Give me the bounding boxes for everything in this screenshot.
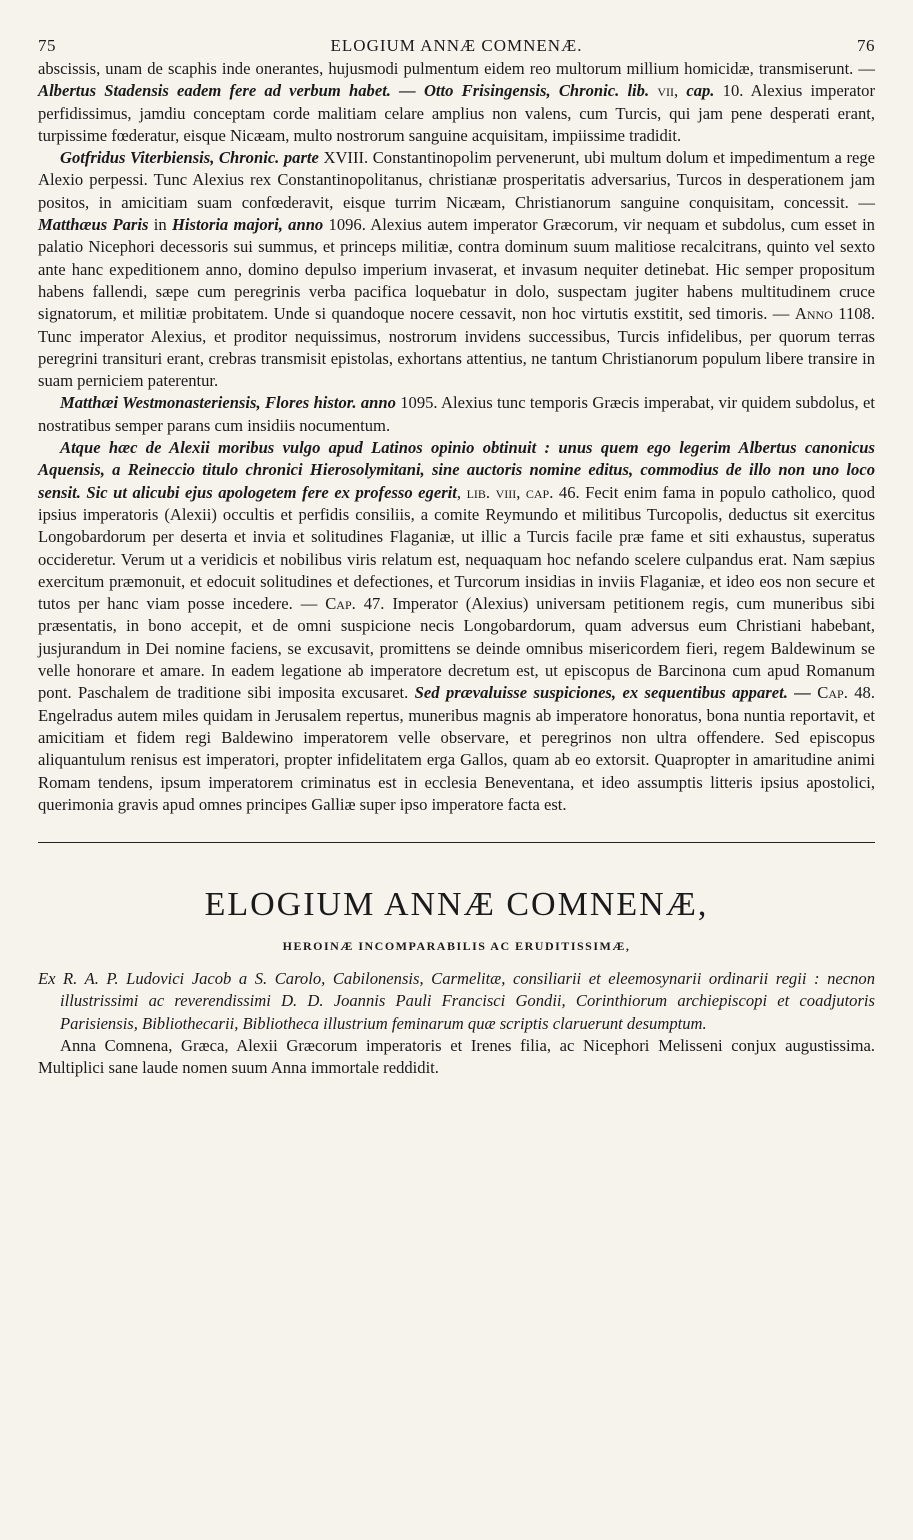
text-run: 46. Fecit enim fama in populo catholico, quod ipsius imperatoris (Alexii) occultis et perfidis consiliis, a comite Reymundo et militibus Turcopolis, deductus sit exercitus Longobardorum per deserta et invia et solitudines Flaganiæ, ut illic a Turcis facile præ fame et siti exhaustus, superatus occideretur. Verum ut a veridicis et nobilibus viris relatum est, nequaquam hoc nefando scelere culpandus erat. Nam sæpius exercitum præmonuit, et edocuit solitudines et defectiones, et Turcorum insidias in inviis Flaganiæ, et ideo eos non secure et tutos per hanc viam posse incedere. —: [38, 482, 875, 614]
citation: Historia majori, anno: [171, 215, 324, 235]
text-run: 10. Alexius imperator perfidissimus, jamdiu conceptam corde malitiam celare amplius non valens, cum Turcis, qui jam pene desperati erant, turpissime fœderatur, eisque Nicæam, multo nostrorum sanguine acquisitam, impiissime tradidit.: [38, 81, 876, 145]
section-divider: [38, 842, 875, 843]
paragraph-3: [38, 392, 875, 437]
text-run: lib. viii, cap.: [466, 482, 554, 502]
source-note: Ex R. A. P. Ludovici Jacob a S. Carolo, Cabilonensis, Carmelitæ, consiliarii et eleemosynarii ordinarii regii : necnon illustrissimi ac reverendissimi D. D. Joannis Pauli Francisci Gondii, Corinthiorum archiepiscopi et coadjutoris Parisiensis, Bibliothecarii, Bibliotheca illustrium feminarum quæ scriptis claruerunt desumptum.: [38, 969, 875, 1033]
text-run: XVIII. Constantinopolim pervenerunt, ubi multum dolum et impedimentum a rege Alexio perpessi. Tunc Alexius rex Constantinopolitanus, christianæ prosperitatis adversarius, Turcos in desperationem jam positos, in amicitiam suam confœderavit, eisque turrim Nicæam, Christianorum sanguine conquisitam, concessit. —: [38, 148, 875, 212]
running-title: ELOGIUM ANNÆ COMNENÆ.: [330, 36, 583, 55]
citation: cap.: [686, 81, 715, 101]
editor-note: Atque hæc de Alexii moribus vulgo apud Latinos opinio obtinuit : unus quem ego legerim Albertus canonicus Aquensis, a Reineccio titulo chronici Hierosolymitani, sine auctoris nomine editus, commodius de illo non uno loco sensit. Sic ut alicubi ejus apologetem fere ex professo egerit: [38, 438, 875, 502]
section-subtitle: HEROINÆ INCOMPARABILIS AC ERUDITISSIMÆ,: [282, 939, 631, 954]
main-text: [38, 58, 875, 816]
running-head: [38, 36, 875, 58]
page-number-left: 75: [38, 36, 56, 55]
text-run: abscissis, unam de scaphis inde onerantes, hujusmodi pulmentum eidem reo multorum millium homicidæ, transmiserunt. —: [38, 59, 875, 78]
citation: Matthæus Paris: [38, 215, 149, 235]
text-run: vii,: [649, 81, 687, 101]
citation: Gotfridus Viterbiensis, Chronic. parte: [60, 148, 319, 168]
intro-paragraph: Anna Comnena, Græca, Alexii Græcorum imperatoris et Irenes filia, ac Nicephori Melisseni conjux augustissima. Multiplici sane laude nomen suum Anna immortale reddidit.: [38, 1035, 875, 1078]
text-run: Cap.: [325, 594, 356, 614]
text-run: 1108. Tunc imperator Alexius, et proditor nequissimus, nostrorum invidens successibus, Turcis infidelibus, per quorum terras peregrini transituri erant, crebras transmisit epistolas, exhortans attentius, ne tantum Christianorum populum libere transire in suam perniciem paterentur.: [38, 304, 875, 391]
editor-note: Sed prævaluisse suspiciones, ex sequentibus apparet. —: [414, 683, 811, 703]
text-run: Cap.: [817, 683, 848, 703]
citation: Matthæi Westmonasteriensis, Flores histor. anno: [60, 393, 396, 413]
text-run: in: [148, 215, 172, 235]
paragraph-4: [38, 437, 875, 816]
text-run: 1096. Alexius autem imperator Græcorum, vir nequam et subdolus, cum esset in palatio Nicephori decessoris sui summus, et princeps militiæ, contra dominum suum malitiose recalcitrans, quinto vel sexto ante hanc expeditionem anno, domino depulso imperium invaserat, et invasum nequiter detinebat. Hic semper propositum habens fallendi, sæpe cum peregrinis verba pacifica loquebatur in dolo, suspectam jugiter habens multitudinem cruce signatorum, et militiæ probitatem. Unde si quandoque nocere cessavit, non hoc virtutis exstitit, sed timoris. —: [38, 215, 875, 324]
paragraph-1: [38, 58, 875, 147]
citation: Albertus Stadensis eadem fere ad verbum habet. — Otto Frisingensis, Chronic. lib.: [38, 81, 650, 101]
text-run: 48. Engelradus autem miles quidam in Jerusalem repertus, muneribus magnis ab imperatore honoratus, bona nuntia reportavit, et amicitiam et fidem regi Baldewino imperatorem velle observare, et peregrinos non ultra offendere. Sed episcopus aliquantulum renisus est imperatori, propter infidelitatem erga Gallos, quam ab eo extorsit. Quapropter in amaritudine animi Romam tendens, ipsum imperatorem criminatus est in ecclesia Beneventana, et ideo assumptis litteris ipsius apostolici, querimonia gravis apud omnes principes Galliæ super ipso imperatore facta est.: [38, 683, 875, 814]
text-run: 1095. Alexius tunc temporis Græcis imperabat, vir quidem subdolus, et nostratibus semper parans cum insidiis nocumentum.: [38, 393, 875, 435]
section-title: ELOGIUM ANNÆ COMNENÆ,: [204, 886, 709, 924]
text-run: Anno: [794, 304, 833, 324]
text-run: 47. Imperator (Alexius) universam petitionem regis, cum muneribus sibi præsentatis, in bono accepit, et de omni suspicione necis Longobardorum, quam adversus eum Christiani habebant, jusjurandum in Dei nomine faciens, se excusavit, promittens se deinde omnibus misericordem fieri, regem Baldewinum se velle honorare et amare. In eadem legatione ab imperatore decretum est, ut episcopus de Barcinona cum apud Romanum pont. Paschalem de traditione sibi imposita excusaret.: [38, 594, 875, 703]
paragraph-2: [38, 147, 875, 392]
page-number-right: 76: [856, 36, 875, 55]
text-run: ,: [456, 482, 467, 502]
